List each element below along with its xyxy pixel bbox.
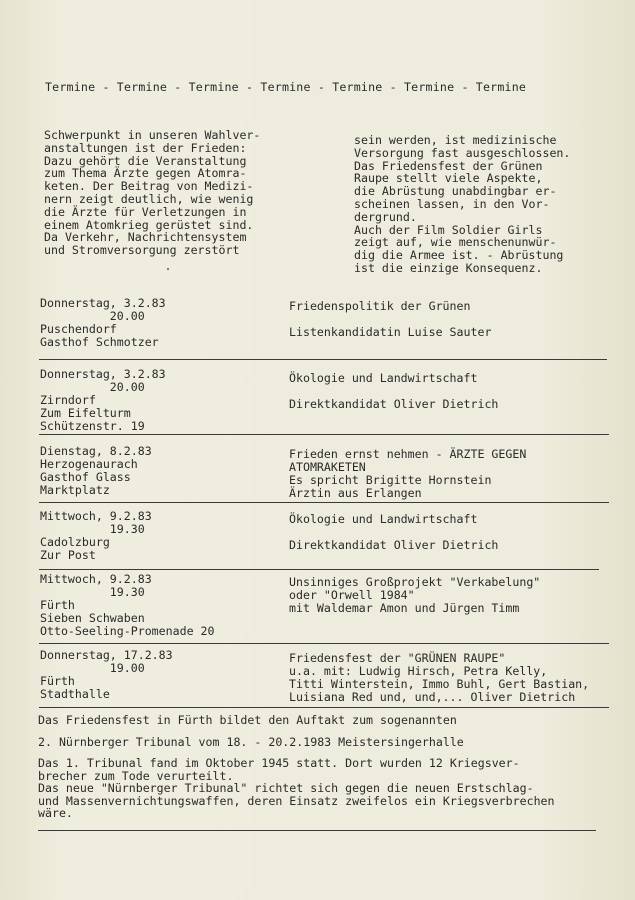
event-time: 19.30 [40,584,145,599]
event-topic [289,652,589,704]
event-date-location [40,510,152,562]
speck-dot [167,268,169,270]
event-guests: u.a. mit: Ludwig Hirsch, Petra Kelly, [289,663,548,678]
event-spacer [289,313,491,326]
event-place: Cadolzburg [40,534,110,549]
event-venue: Gasthof Glass [40,469,131,484]
intro-line: scheinen lassen, in den Vor- [354,196,550,211]
event-topic [289,576,540,615]
event-venue: Zur Post [40,547,96,562]
event-date: Mittwoch, 9.2.83 [40,572,152,586]
event-place: Zirndorf [40,392,96,407]
event-date-location [40,649,173,701]
footer-text: Das neue "Nürnberger Tribunal" richtet sich gegen die neuen Erstschlag- [38,781,534,796]
event-speaker: Direktkandidat Oliver Dietrich [289,537,499,552]
divider-line [39,502,609,503]
event-title: Ökologie und Landwirtschaft [289,512,478,526]
event-date-location [40,573,215,638]
footer-paragraph [38,757,555,820]
event-date: Donnerstag, 17.2.83 [40,648,173,662]
event-subtitle: oder "Orwell 1984" [289,587,415,602]
event-title: Friedensfest der "GRÜNEN RAUPE" [289,651,506,665]
event-venue: Zum Eifelturm [40,405,131,420]
event-address: Schützenstr. 19 [40,418,145,433]
intro-line: und Stromversorgung zerstört [44,243,240,258]
event-place: Puschendorf [40,321,117,336]
intro-line: sein werden, ist medizinische [354,133,557,147]
footer-text: brecher zum Tode verurteilt. [38,768,234,783]
divider-line [39,434,609,435]
event-speaker-info: Ärztin aus Erlangen [289,485,422,500]
event-topic [289,372,498,411]
event-place: Fürth [40,597,75,612]
footer-line [38,736,464,749]
intro-line: anstaltungen ist der Frieden: [44,140,247,155]
intro-line: nern zeigt deutlich, wie wenig [44,191,254,206]
event-date: Mittwoch, 9.2.83 [40,509,152,523]
event-address: Marktplatz [40,482,110,497]
event-time: 20.00 [40,379,145,394]
event-title-cont: ATOMRAKETEN [289,459,366,474]
footer-text: und Massenvernichtungswaffen, deren Einsatz zweifelos ein Kriegsverbrechen [38,793,555,808]
intro-line: die Ärzte für Verletzungen in [44,204,247,219]
event-topic [289,513,498,552]
event-date-location [40,297,166,349]
event-title: Unsinniges Großprojekt "Verkabelung" [289,575,541,589]
event-time: 19.30 [40,521,145,536]
intro-line: dig die Armee ist. - Abrüstung [354,248,564,263]
event-time: 20.00 [40,308,145,323]
footer-text: Das Friedensfest in Fürth bildet den Auftakt zum sogenannten [38,713,457,727]
intro-right-column [354,134,570,275]
event-spacer [289,385,498,398]
event-guests: Titti Winterstein, Immo Buhl, Gert Bastian, [289,676,590,691]
intro-line: keten. Der Beitrag von Medizi- [44,179,254,194]
event-topic [289,300,491,339]
event-venue: Stadthalle [40,686,110,701]
event-date-location [40,368,166,433]
event-title: Ökologie und Landwirtschaft [289,371,478,385]
event-date-location [40,445,152,497]
intro-line: Das Friedensfest der Grünen [354,158,543,173]
event-address: Otto-Seeling-Promenade 20 [40,623,215,638]
event-title: Friedenspolitik der Grünen [289,299,471,313]
event-guests: Luisiana Red und, und,... Oliver Dietrich [289,689,576,704]
event-speaker: mit Waldemar Amon und Jürgen Timm [289,600,520,615]
footer-line [38,714,457,727]
intro-line: zeigt auf, wie menschenunwür- [354,235,557,250]
page-header: Termine - Termine - Termine - Termine - Termine - Termine - Termine [45,80,527,94]
intro-line: Dazu gehört die Veranstaltung [44,153,247,168]
divider-line [39,359,607,360]
footer-text: wäre. [38,806,73,821]
event-date: Donnerstag, 3.2.83 [40,296,166,310]
event-topic [289,448,526,500]
intro-line: Auch der Film Soldier Girls [354,222,543,237]
event-venue: Sieben Schwaben [40,610,145,625]
divider-line [39,569,599,570]
intro-line: Versorgung fast ausgeschlossen. [354,145,571,160]
event-title: Frieden ernst nehmen - ÄRZTE GEGEN [289,447,527,461]
intro-line: die Abrüstung unabdingbar er- [354,184,557,199]
event-speaker: Direktkandidat Oliver Dietrich [289,396,499,411]
event-speaker: Listenkandidatin Luise Sauter [289,324,492,339]
event-date: Donnerstag, 3.2.83 [40,367,166,381]
intro-line: zum Thema Ärzte gegen Atomra- [44,166,247,181]
intro-line: Schwerpunkt in unseren Wahlver- [44,128,261,142]
event-place: Herzogenaurach [40,456,138,471]
intro-line: dergrund. [354,209,417,224]
event-date: Dienstag, 8.2.83 [40,444,152,458]
intro-line: ist die einzige Konsequenz. [354,260,543,275]
footer-text: 2. Nürnberger Tribunal vom 18. - 20.2.1983 Meistersingerhalle [38,735,464,749]
event-venue: Gasthof Schmotzer [40,334,159,349]
intro-line: Da Verkehr, Nachrichtensystem [44,230,247,245]
event-time: 19.00 [40,660,145,675]
event-place: Fürth [40,673,75,688]
divider-line [38,830,596,831]
intro-line: Raupe stellt viele Aspekte, [354,171,543,186]
event-spacer [289,526,498,539]
event-speaker: Es spricht Brigitte Hornstein [289,472,492,487]
intro-line: einem Atomkrieg gerüstet sind. [44,217,254,232]
divider-line [39,643,609,644]
footer-text: Das 1. Tribunal fand im Oktober 1945 statt. Dort wurden 12 Kriegsver- [38,756,520,770]
divider-line [39,707,609,708]
intro-left-column [44,129,260,257]
